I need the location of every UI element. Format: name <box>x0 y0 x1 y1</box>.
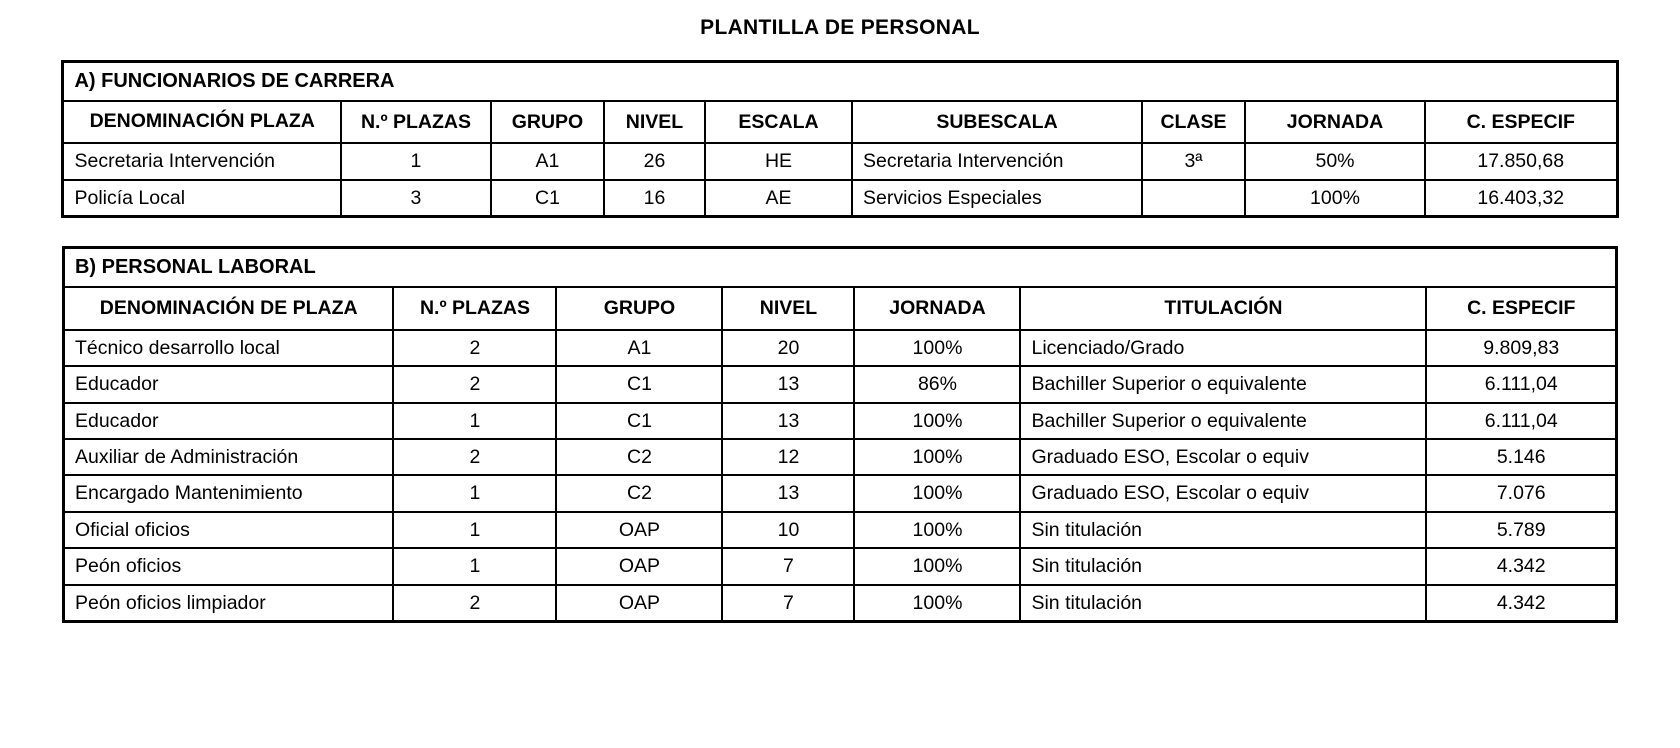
cell-jornada: 100% <box>854 439 1020 475</box>
cell-titulacion: Bachiller Superior o equivalente <box>1020 403 1426 439</box>
table-row <box>63 439 1616 475</box>
column-header-jornada: JORNADA <box>1245 101 1425 143</box>
table-funcionarios-de-carrera <box>61 60 1618 218</box>
cell-jornada: 100% <box>854 548 1020 584</box>
cell-grupo: C1 <box>491 180 604 217</box>
table-row <box>63 366 1616 402</box>
cell-denominacion: Auxiliar de Administración <box>63 439 393 475</box>
cell-grupo: C1 <box>556 366 722 402</box>
cell-especif: 6.111,04 <box>1426 403 1616 439</box>
table-row <box>63 512 1616 548</box>
table-personal-laboral <box>62 246 1618 623</box>
column-header-denominacion-de-plaza: DENOMINACIÓN DE PLAZA <box>63 287 393 329</box>
cell-grupo: OAP <box>556 548 722 584</box>
table-row <box>63 330 1616 366</box>
table-row <box>63 585 1616 622</box>
column-header-denominacion-plaza: DENOMINACIÓN PLAZA <box>63 101 341 143</box>
cell-plazas: 1 <box>393 512 556 548</box>
cell-grupo: OAP <box>556 585 722 622</box>
cell-nivel: 12 <box>722 439 854 475</box>
cell-nivel: 13 <box>722 475 854 511</box>
table-row <box>63 180 1617 217</box>
cell-grupo: C2 <box>556 475 722 511</box>
cell-grupo: OAP <box>556 512 722 548</box>
cell-especif: 17.850,68 <box>1425 143 1617 179</box>
cell-nivel: 16 <box>604 180 705 217</box>
cell-plazas: 1 <box>341 143 491 179</box>
section-b-header-row <box>63 287 1616 329</box>
cell-titulacion: Bachiller Superior o equivalente <box>1020 366 1426 402</box>
cell-plazas: 1 <box>393 475 556 511</box>
cell-nivel: 7 <box>722 548 854 584</box>
cell-denominacion: Técnico desarrollo local <box>63 330 393 366</box>
column-header-nivel: NIVEL <box>722 287 854 329</box>
column-header-n-plazas: N.º PLAZAS <box>341 101 491 143</box>
cell-jornada: 100% <box>1245 180 1425 217</box>
column-header-escala: ESCALA <box>705 101 852 143</box>
cell-especif: 7.076 <box>1426 475 1616 511</box>
section-spacer <box>12 218 1668 246</box>
cell-denominacion: Educador <box>63 366 393 402</box>
column-header-titulacion: TITULACIÓN <box>1020 287 1426 329</box>
cell-escala: HE <box>705 143 852 179</box>
cell-titulacion: Sin titulación <box>1020 585 1426 622</box>
column-header-grupo: GRUPO <box>556 287 722 329</box>
column-header-grupo: GRUPO <box>491 101 604 143</box>
cell-titulacion: Sin titulación <box>1020 512 1426 548</box>
cell-nivel: 7 <box>722 585 854 622</box>
column-header-c-especif: C. ESPECIF <box>1426 287 1616 329</box>
table-row <box>63 548 1616 584</box>
column-header-clase: CLASE <box>1142 101 1245 143</box>
cell-nivel: 13 <box>722 366 854 402</box>
cell-jornada: 100% <box>854 512 1020 548</box>
cell-jornada: 100% <box>854 475 1020 511</box>
cell-jornada: 100% <box>854 585 1020 622</box>
cell-jornada: 50% <box>1245 143 1425 179</box>
cell-clase: 3ª <box>1142 143 1245 179</box>
section-b-heading-row <box>63 248 1616 288</box>
column-header-n-plazas: N.º PLAZAS <box>393 287 556 329</box>
cell-plazas: 1 <box>393 403 556 439</box>
cell-especif: 16.403,32 <box>1425 180 1617 217</box>
cell-especif: 4.342 <box>1426 585 1616 622</box>
cell-titulacion: Graduado ESO, Escolar o equiv <box>1020 439 1426 475</box>
cell-especif: 5.789 <box>1426 512 1616 548</box>
cell-titulacion: Licenciado/Grado <box>1020 330 1426 366</box>
cell-grupo: A1 <box>556 330 722 366</box>
cell-jornada: 100% <box>854 330 1020 366</box>
cell-plazas: 3 <box>341 180 491 217</box>
section-a-heading: A) FUNCIONARIOS DE CARRERA <box>63 62 1617 102</box>
cell-denominacion: Encargado Mantenimiento <box>63 475 393 511</box>
cell-denominacion: Oficial oficios <box>63 512 393 548</box>
cell-especif: 5.146 <box>1426 439 1616 475</box>
cell-nivel: 26 <box>604 143 705 179</box>
cell-denominacion: Peón oficios <box>63 548 393 584</box>
section-b-heading: B) PERSONAL LABORAL <box>63 248 1616 288</box>
column-header-jornada: JORNADA <box>854 287 1020 329</box>
cell-subescala: Servicios Especiales <box>852 180 1142 217</box>
cell-titulacion: Graduado ESO, Escolar o equiv <box>1020 475 1426 511</box>
cell-titulacion: Sin titulación <box>1020 548 1426 584</box>
cell-nivel: 13 <box>722 403 854 439</box>
cell-denominacion: Secretaria Intervención <box>63 143 341 179</box>
page-title: PLANTILLA DE PERSONAL <box>700 16 980 39</box>
cell-nivel: 10 <box>722 512 854 548</box>
column-header-c-especif: C. ESPECIF <box>1425 101 1617 143</box>
column-header-subescala: SUBESCALA <box>852 101 1142 143</box>
table-row <box>63 475 1616 511</box>
section-a-header-row <box>63 101 1617 143</box>
cell-grupo: A1 <box>491 143 604 179</box>
cell-clase <box>1142 180 1245 217</box>
cell-plazas: 2 <box>393 585 556 622</box>
cell-plazas: 2 <box>393 330 556 366</box>
section-a-heading-row <box>63 62 1617 102</box>
cell-denominacion: Educador <box>63 403 393 439</box>
cell-especif: 4.342 <box>1426 548 1616 584</box>
table-row <box>63 403 1616 439</box>
cell-denominacion: Policía Local <box>63 180 341 217</box>
cell-grupo: C1 <box>556 403 722 439</box>
column-header-nivel: NIVEL <box>604 101 705 143</box>
cell-plazas: 2 <box>393 366 556 402</box>
table-row <box>63 143 1617 179</box>
cell-jornada: 100% <box>854 403 1020 439</box>
cell-especif: 9.809,83 <box>1426 330 1616 366</box>
cell-subescala: Secretaria Intervención <box>852 143 1142 179</box>
cell-jornada: 86% <box>854 366 1020 402</box>
cell-plazas: 1 <box>393 548 556 584</box>
cell-denominacion: Peón oficios limpiador <box>63 585 393 622</box>
cell-grupo: C2 <box>556 439 722 475</box>
cell-plazas: 2 <box>393 439 556 475</box>
cell-escala: AE <box>705 180 852 217</box>
cell-especif: 6.111,04 <box>1426 366 1616 402</box>
cell-nivel: 20 <box>722 330 854 366</box>
